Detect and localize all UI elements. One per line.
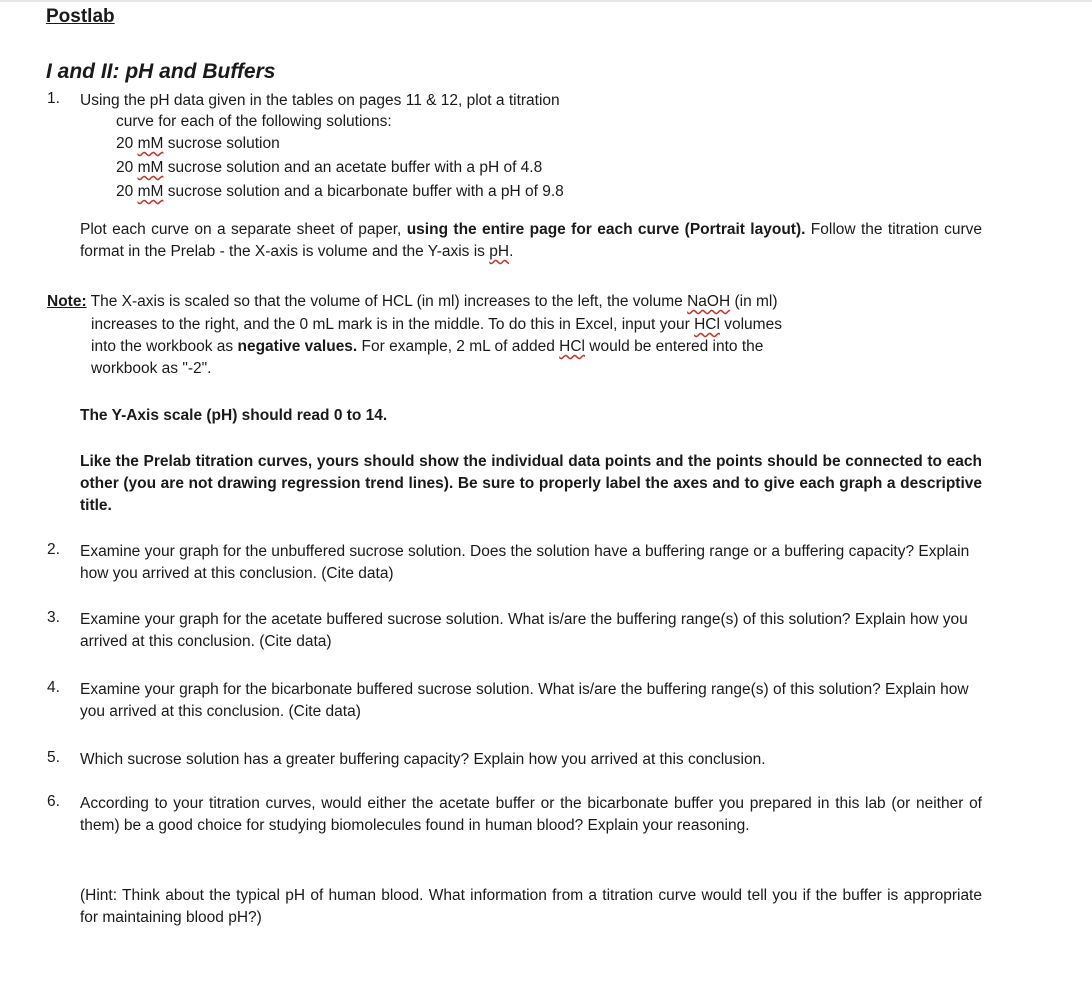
note-line2: increases to the right, and the 0 mL mark is in the middle. To do this in Excel, input your HCl volumes — [91, 316, 782, 333]
solution-item: 20 mM sucrose solution — [116, 135, 280, 152]
plot-instructions: Plot each curve on a separate sheet of paper, using the entire page for each curve (Portrait layout). Follow the titration curve format in the Prelab - the X-axis is volume and the Y-axis is pH. — [80, 221, 983, 260]
question-text: Which sucrose solution has a greater buffering capacity? Explain how you arrived at this conclusion. — [80, 751, 766, 768]
item1-line2: curve for each of the following solutions: — [116, 113, 392, 130]
note-line4: workbook as "-2". — [91, 360, 212, 377]
prelab-note: Like the Prelab titration curves, yours should show the individual data points and the points should be connected to each other (you are not drawing regression trend lines). Be sure to properly label the axes and to give each graph a descriptive title. — [80, 453, 982, 514]
question-text: Examine your graph for the acetate buffered sucrose solution. What is/are the buffering range(s) of this solution? Explain how you arrived at this conclusion. (Cite data) — [80, 611, 968, 650]
item1-line1: Using the pH data given in the tables on pages 11 & 12, plot a titration — [80, 92, 560, 109]
section-title: I and II: pH and Buffers — [46, 60, 276, 83]
solution-item: 20 mM sucrose solution and a bicarbonate buffer with a pH of 9.8 — [116, 183, 564, 200]
y-axis-note: The Y-Axis scale (pH) should read 0 to 14. — [80, 407, 388, 424]
note-body — [91, 314, 782, 380]
question-number: 3. — [47, 609, 60, 626]
page-heading: Postlab — [46, 6, 115, 27]
question-text: Examine your graph for the unbuffered sucrose solution. Does the solution have a buffering range or a buffering capacity? Explain how you arrived at this conclusion. (Cite data) — [80, 543, 970, 582]
question-number: 2. — [47, 541, 60, 558]
note-line1: Note: The X-axis is scaled so that the volume of HCL (in ml) increases to the left, the volume NaOH (in ml) — [47, 293, 778, 310]
note-line3: into the workbook as negative values. For example, 2 mL of added HCl would be entered into the — [91, 338, 764, 355]
question-number: 4. — [47, 679, 60, 696]
item-number: 1. — [47, 90, 60, 107]
question-text: Examine your graph for the bicarbonate buffered sucrose solution. What is/are the buffering range(s) of this solution? Explain how you arrived at this conclusion. (Cite data) — [80, 681, 969, 720]
hint-text: (Hint: Think about the typical pH of human blood. What information from a titration curve would tell you if the buffer is appropriate for maintaining blood pH?) — [80, 887, 982, 926]
question-text: According to your titration curves, would either the acetate buffer or the bicarbonate buffer you prepared in this lab (or neither of them) be a good choice for studying biomolecules found in human blood? Explain your reasoning. — [80, 795, 982, 834]
solution-item: 20 mM sucrose solution and an acetate buffer with a pH of 4.8 — [116, 159, 543, 176]
question-number: 6. — [47, 793, 60, 810]
question-number: 5. — [47, 749, 60, 766]
item1-sublist — [116, 111, 564, 203]
